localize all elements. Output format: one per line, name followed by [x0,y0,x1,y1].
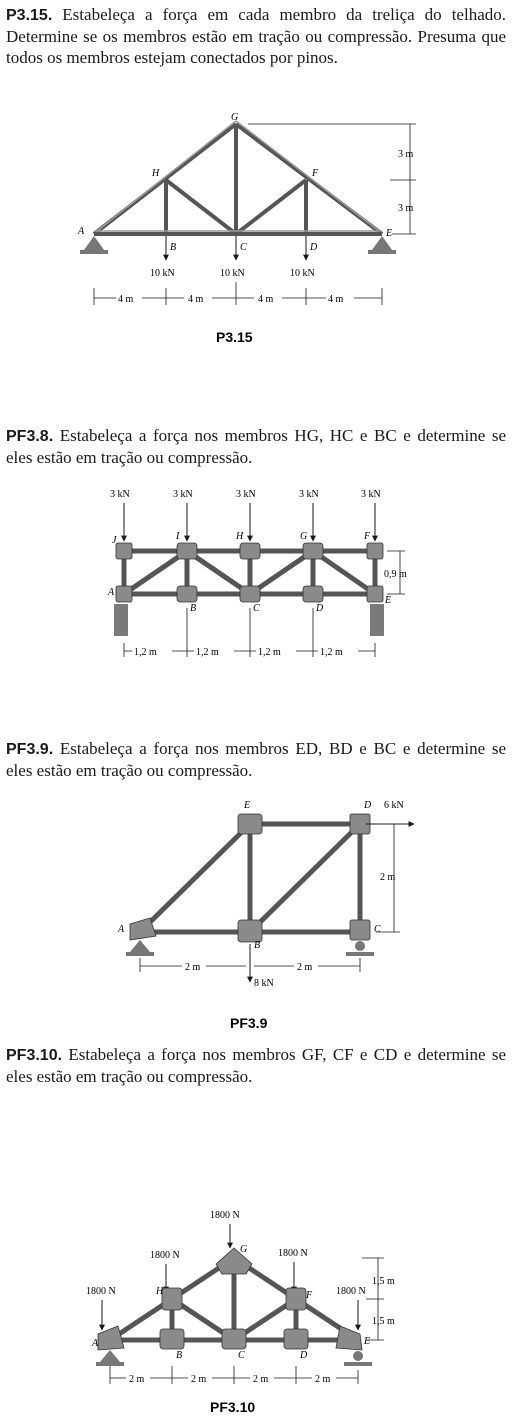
span-dimension-label: 4 m [188,294,204,305]
node-label-g: G [300,531,308,542]
node-label-j: J [112,535,117,546]
node-label-h: H [236,531,244,542]
figure-caption: P3.15 [216,329,253,345]
span-dimension-label: 2 m [185,962,201,973]
load-arrows [124,503,375,541]
problem-number: PF3.8. [6,428,54,445]
node-label-a: A [92,1338,99,1349]
supports [80,236,396,254]
node-label-g: G [240,1244,248,1255]
node-label-c: C [253,603,260,614]
span-dimension-label: 2 m [297,962,313,973]
load-label: 3 kN [361,489,381,500]
node-label-f: F [364,531,371,542]
supports [96,1350,372,1366]
node-label-g: G [231,112,239,123]
load-label: 10 kN [150,268,175,279]
problem-number: P3.15. [6,7,53,24]
span-dimension-label: 2 m [253,1374,269,1385]
problem-statement [6,738,506,781]
supports [114,604,384,636]
height-dimension-label: 3 m [398,149,414,160]
problem-pf3-8 [0,425,531,695]
node-label-f: F [312,168,319,179]
node-label-h: H [152,168,160,179]
height-dimension-label: 3 m [398,203,414,214]
load-label: 1800 N [278,1248,308,1259]
node-label-e: E [364,1336,371,1347]
problem-text: Estabeleça a força nos membros GF, CF e CD e determine se eles estão em tração ou compressão. [6,1045,507,1086]
node-label-d: D [364,800,372,811]
problem-statement [6,1044,506,1087]
node-label-b: B [170,242,177,253]
figure-caption: PF3.10 [210,1399,256,1415]
load-label: 3 kN [299,489,319,500]
problem-number: PF3.10. [6,1047,63,1064]
load-label: 6 kN [384,800,404,811]
height-dimensions [248,124,416,234]
problem-pf3-9 [0,738,531,1038]
span-dimension-label: 2 m [129,1374,145,1385]
node-label-d: D [300,1350,308,1361]
problem-pf3-10 [0,1040,531,1418]
node-label-d: D [310,242,318,253]
problem-statement [6,4,506,68]
node-label-h: H [156,1286,164,1297]
load-label: 1800 N [336,1286,366,1297]
problem-text: Estabeleça a força nos membros ED, BD e BC e determine se eles estão em tração ou compressão. [6,739,506,780]
load-label: 3 kN [110,489,130,500]
span-dimension-label: 1,2 m [196,647,219,658]
height-dimensions [362,1258,384,1340]
node-label-a: A [78,226,85,237]
span-dimension-label: 1,2 m [320,647,343,658]
span-dimension-label: 4 m [258,294,274,305]
problem-text: Estabeleça a força nos membros HG, HC e BC e determine se eles estão em tração ou compressão. [6,426,506,467]
truss-members [94,124,382,234]
load-label: 10 kN [220,268,245,279]
height-dimension-label: 2 m [380,872,396,883]
span-dimension-label: 1,2 m [134,647,157,658]
node-label-a: A [118,924,125,935]
height-dimension-label: 1,5 m [372,1316,395,1327]
span-dimension-label: 2 m [315,1374,331,1385]
node-label-i: I [176,531,180,542]
height-dimension-label: 1,5 m [372,1276,395,1287]
gusset-plates [98,1248,362,1350]
span-dimension-label: 2 m [191,1374,207,1385]
load-label: 3 kN [236,489,256,500]
figure-caption: PF3.9 [230,1015,268,1031]
load-label: 1800 N [86,1286,116,1297]
problem-number: PF3.9. [6,741,54,758]
node-label-f: F [306,1290,313,1301]
bridge-truss-figure [0,483,531,698]
load-arrows [166,236,306,260]
node-label-e: E [385,595,392,606]
node-label-e: E [244,800,251,811]
node-label-c: C [374,924,381,935]
roof-truss-figure [0,1108,531,1418]
roof-truss-figure [0,110,531,380]
truss-members [140,824,360,932]
load-label: 1800 N [210,1210,240,1221]
node-label-b: B [254,940,261,951]
node-label-a: A [108,587,115,598]
node-label-c: C [240,242,247,253]
node-label-c: C [238,1350,245,1361]
node-label-d: D [316,603,324,614]
load-label: 10 kN [290,268,315,279]
load-label: 8 kN [254,978,274,989]
load-label: 1800 N [150,1250,180,1261]
problem-statement [6,425,506,468]
height-dimension-label: 0,9 m [384,569,407,580]
problem-text: Estabeleça a força em cada membro da treliça do telhado. Determine se os membros estão em tração ou compressão. Presuma que todos os membros estejam conectados por pinos. [6,5,506,67]
truss-figure [0,784,531,1042]
node-label-b: B [190,603,197,614]
span-dimension-label: 4 m [118,294,134,305]
node-label-b: B [176,1350,183,1361]
load-label: 3 kN [173,489,193,500]
span-dimension-label: 1,2 m [258,647,281,658]
node-label-e: E [386,228,393,239]
problem-p3-15 [0,0,531,380]
span-dimension-label: 4 m [328,294,344,305]
